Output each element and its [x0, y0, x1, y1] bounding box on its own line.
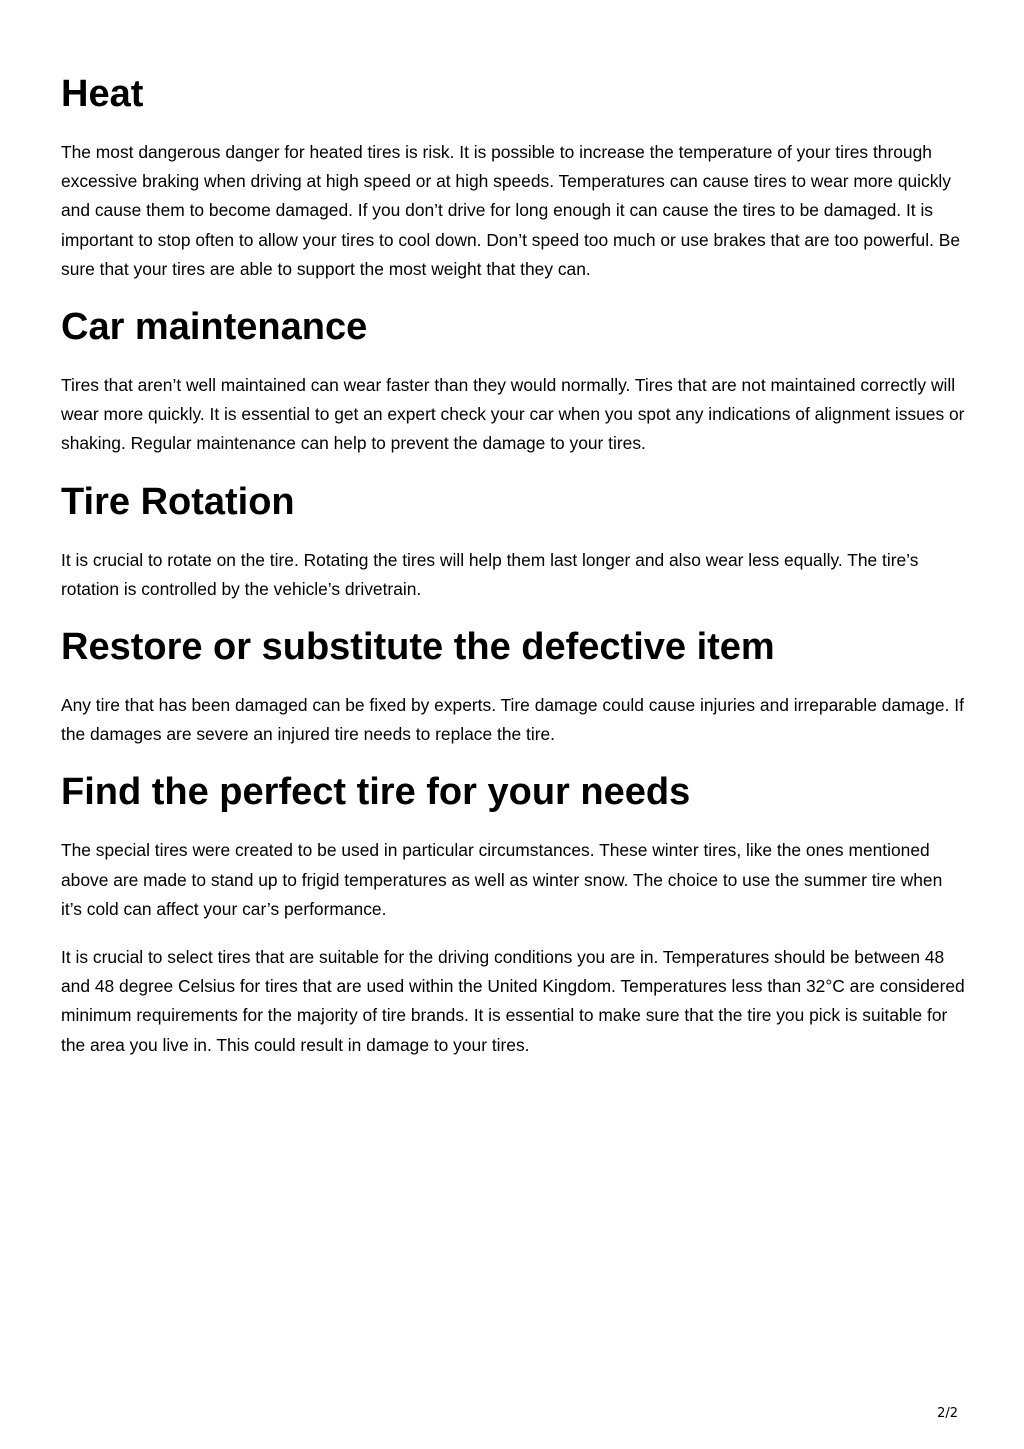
section-paragraph: Any tire that has been damaged can be fixed by experts. Tire damage could cause injuries and irreparable damage. If the damages are severe an injured tire needs to replace the tire. — [61, 695, 964, 745]
section-heading: Restore or substitute the defective item — [61, 626, 775, 669]
section-paragraph: The most dangerous danger for heated tires is risk. It is possible to increase the temperature of your tires through excessive braking when driving at high speed or at high speeds. Temperatures can cause tires to wear more quickly and cause them to become damaged. If you don’t drive for long enough it can cause the tires to be damaged. It is important to stop often to allow your tires to cool down. Don’t speed too much or use brakes that are too powerful. Be sure that your tires are able to support the most weight that they can. — [61, 142, 961, 279]
section-paragraph: The special tires were created to be used in particular circumstances. These winter tires, like the ones mentioned above are made to stand up to frigid temperatures as well as winter snow. The choice to use the summer tire when it’s cold can affect your car’s performance. — [61, 840, 943, 919]
section-tire-rotation — [61, 478, 966, 604]
section-heading: Car maintenance — [61, 306, 368, 349]
section-heading: Heat — [61, 73, 144, 115]
section-paragraph: It is crucial to select tires that are suitable for the driving conditions you are in. Temperatures should be between 48 and 48 degree Celsius for tires that are used within the United Kingdom. Temperatures less than 32°C are considered minimum requirements for the majority of tire brands. It is essential to make sure that the tire you pick is suitable for the area you live in. This could result in damage to your tires. — [61, 947, 965, 1055]
section-car-maintenance — [61, 303, 966, 459]
section-restore-or-substitute — [61, 623, 966, 749]
section-heading: Tire Rotation — [61, 480, 295, 523]
section-heat — [61, 70, 966, 284]
page-number: 2/2 — [937, 1406, 958, 1421]
document-page — [61, 70, 966, 1079]
section-paragraph: It is crucial to rotate on the tire. Rotating the tires will help them last longer and also wear less equally. The tire’s rotation is controlled by the vehicle’s drivetrain. — [61, 549, 919, 599]
section-find-perfect-tire — [61, 768, 966, 1059]
section-paragraph: Tires that aren’t well maintained can wear faster than they would normally. Tires that are not maintained correctly will wear more quickly. It is essential to get an expert check your car when you spot any indications of alignment issues or shaking. Regular maintenance can help to prevent the damage to your tires. — [61, 375, 965, 454]
section-heading: Find the perfect tire for your needs — [61, 771, 691, 814]
